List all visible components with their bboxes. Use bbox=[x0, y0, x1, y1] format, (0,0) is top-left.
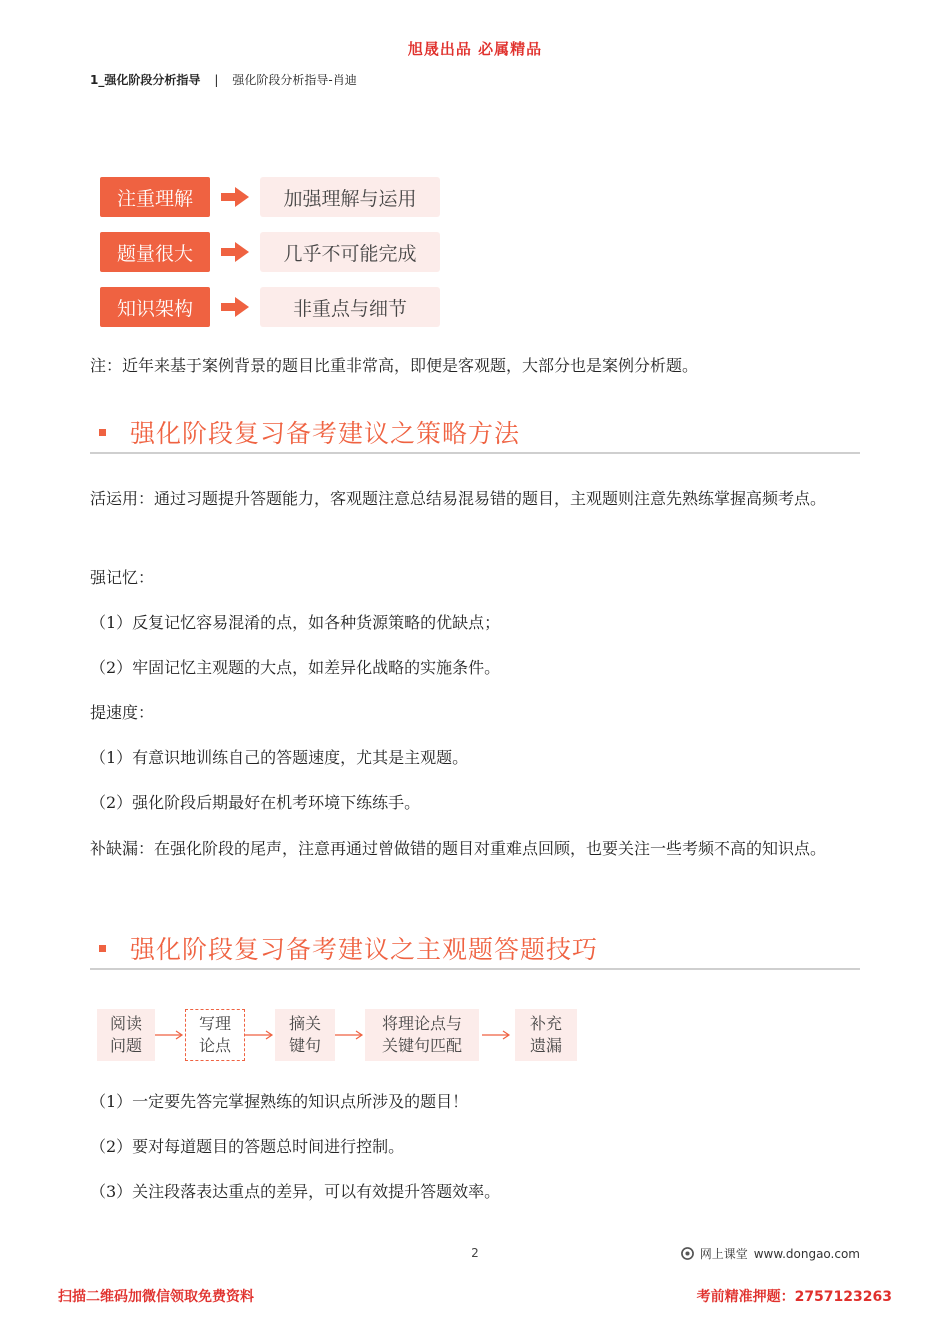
paragraph: 提速度： bbox=[90, 703, 155, 722]
section-heading bbox=[90, 928, 860, 970]
right-arrow-icon bbox=[210, 177, 260, 217]
feature-result: 加强理解与运用 bbox=[260, 177, 440, 217]
paragraph: （1）反复记忆容易混淆的点，如各种货源策略的优缺点； bbox=[90, 613, 501, 632]
paragraph: （3）关注段落表达重点的差异，可以有效提升答题效率。 bbox=[90, 1182, 501, 1201]
right-arrow-icon bbox=[210, 232, 260, 272]
step-box bbox=[365, 1009, 479, 1061]
step-box bbox=[185, 1009, 245, 1061]
paragraph: （2）牢固记忆主观题的大点，如差异化战略的实施条件。 bbox=[90, 658, 501, 677]
feature-result: 非重点与细节 bbox=[260, 287, 440, 327]
feature-row bbox=[100, 287, 440, 327]
section-title: 强化阶段复习备考建议之策略方法 bbox=[130, 419, 521, 448]
paragraph: （1）一定要先答完掌握熟练的知识点所涉及的题目！ bbox=[90, 1092, 469, 1111]
step-line: 键句 bbox=[288, 1036, 321, 1055]
thin-arrow-icon bbox=[479, 1009, 515, 1061]
step-line: 阅读 bbox=[109, 1014, 142, 1033]
right-arrow-icon bbox=[210, 287, 260, 327]
doc-subtitle: 强化阶段分析指导-肖迪 bbox=[232, 73, 357, 87]
step-line: 补充 bbox=[529, 1014, 562, 1033]
breadcrumb bbox=[90, 71, 357, 88]
paragraph: （2）强化阶段后期最好在机考环境下练练手。 bbox=[90, 793, 421, 812]
step-box bbox=[97, 1009, 155, 1061]
note-text: 注：近年来基于案例背景的题目比重非常高，即便是客观题，大部分也是案例分析题。 bbox=[90, 356, 699, 375]
feature-row bbox=[100, 232, 440, 272]
step-box bbox=[275, 1009, 335, 1061]
step-line: 问题 bbox=[109, 1036, 142, 1055]
paragraph: （2）要对每道题目的答题总时间进行控制。 bbox=[90, 1137, 405, 1156]
step-line: 写理 bbox=[198, 1014, 231, 1033]
breadcrumb-separator: | bbox=[214, 73, 219, 87]
brand bbox=[681, 1245, 860, 1262]
brand-logo-icon bbox=[681, 1247, 694, 1260]
feature-result: 几乎不可能完成 bbox=[260, 232, 440, 272]
page-number: 2 bbox=[471, 1246, 479, 1260]
paragraph: 补缺漏：在强化阶段的尾声，注意再通过曾做错的题目对重难点回顾，也要关注一些考频不高的知识点。 bbox=[90, 839, 827, 858]
top-banner: 旭晟出品 必属精品 bbox=[407, 40, 543, 58]
brand-name: 网上课堂 bbox=[699, 1247, 748, 1261]
paragraph: （1）有意识地训练自己的答题速度，尤其是主观题。 bbox=[90, 748, 469, 767]
square-bullet-icon bbox=[99, 429, 106, 436]
brand-url[interactable]: www.dongao.com bbox=[753, 1246, 860, 1261]
feature-tag: 题量很大 bbox=[100, 232, 210, 272]
square-bullet-icon bbox=[99, 945, 106, 952]
step-line: 将理论点与 bbox=[381, 1014, 462, 1033]
right-promo: 考前精准押题：2757123263 bbox=[696, 1289, 892, 1305]
doc-title: 1_强化阶段分析指导 bbox=[90, 73, 201, 87]
feature-tag: 知识架构 bbox=[100, 287, 210, 327]
left-promo: 扫描二维码加微信领取免费资料 bbox=[58, 1289, 254, 1305]
paragraph: 活运用：通过习题提升答题能力，客观题注意总结易混易错的题目，主观题则注意先熟练掌握高频考点。 bbox=[90, 489, 827, 508]
thin-arrow-icon bbox=[155, 1009, 185, 1061]
step-line: 摘关 bbox=[288, 1014, 321, 1033]
step-box bbox=[515, 1009, 577, 1061]
thin-arrow-icon bbox=[335, 1009, 365, 1061]
step-line: 论点 bbox=[198, 1036, 231, 1055]
feature-tag: 注重理解 bbox=[100, 177, 210, 217]
step-line: 遗漏 bbox=[529, 1036, 562, 1055]
section-heading bbox=[90, 412, 860, 454]
answer-steps-flow bbox=[97, 1009, 577, 1061]
section-title: 强化阶段复习备考建议之主观题答题技巧 bbox=[130, 935, 599, 964]
step-line: 关键句匹配 bbox=[381, 1036, 462, 1055]
feature-row bbox=[100, 177, 440, 217]
thin-arrow-icon bbox=[245, 1009, 275, 1061]
paragraph: 强记忆： bbox=[90, 568, 155, 587]
